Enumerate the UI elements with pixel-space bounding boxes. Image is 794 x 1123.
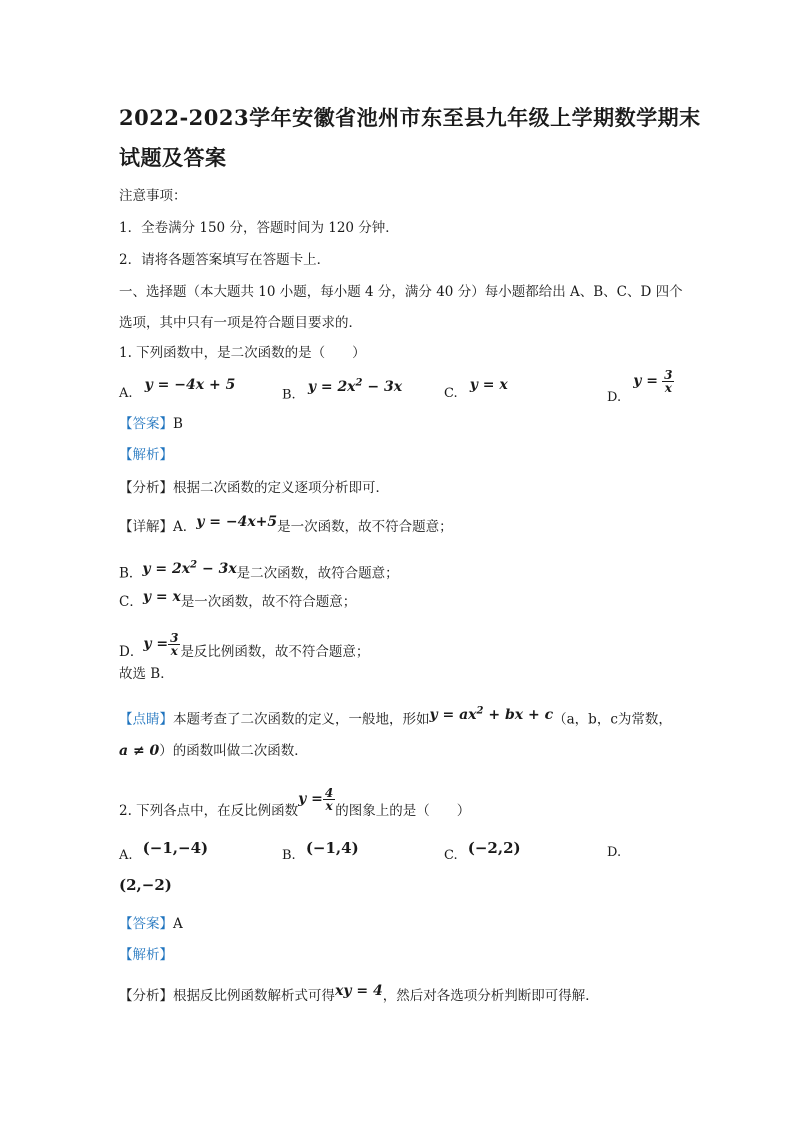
q2-option-a: A. (−1,−4) (119, 839, 209, 863)
q2-stem: 2. 下列各点中，在反比例函数y = $\frac{4}{x}$ 的图象上的是（ ） (119, 786, 471, 819)
q2-analysis: 【分析】根据反比例函数解析式可得xy = 4，然后对各选项分析判断即可得解． (119, 983, 599, 1004)
q2-option-d-expr: (2,−2) (119, 876, 172, 894)
q1-option-a-label: A. (119, 386, 133, 401)
q1-option-b (282, 377, 403, 403)
q2-option-d: D. (607, 845, 622, 860)
section-1-instructions-line-1: 一、选择题（本大题共 10 小题，每小题 4 分，满分 40 分）每小题都给出 A、B、C、D 四个 (119, 284, 683, 300)
q1-stem: 1. 下列函数中，是二次函数的是（ ） (119, 345, 366, 361)
q1-option-b-label: B. (282, 387, 296, 403)
q1-answer-tag: 【答案】 (119, 416, 173, 432)
notice-heading: 注意事项： (119, 188, 187, 204)
q2-jiexi-tag: 【解析】 (119, 947, 173, 963)
section-1-instructions-line-2: 选项，其中只有一项是符合题目要求的． (119, 315, 362, 331)
q1-option-c (444, 377, 508, 401)
q1-option-a-expr: y = −4x + 5 (144, 377, 236, 393)
q1-detail-b: B．$y = 2x^2 - 3x$是二次函数，故符合题意； (119, 559, 399, 582)
q1-option-d-label: D. (607, 390, 622, 405)
q1-option-c-expr: y = x (469, 377, 508, 393)
q2-option-c-expr: (−2,2) (467, 839, 521, 857)
q1-conclusion: 故选 B． (119, 666, 174, 682)
q1-comment-line-2: a ≠ 0）的函数叫做二次函数． (119, 743, 308, 759)
q1-comment-line-1: 【点睛】本题考查了二次函数的定义，一般地，形如$y = ax^2$ + bx + c（a，b，c为常数， (119, 705, 672, 728)
q1-option-b-expr: $y = 2x^2 - 3x$ (307, 377, 403, 395)
page-title-line-1: 2022-2023学年安徽省池州市东至县九年级上学期数学期末 (119, 105, 701, 130)
q1-answer-value: B (173, 416, 183, 432)
q1-detail-c: C．y = x是一次函数，故不符合题意； (119, 589, 357, 610)
q1-analysis: 【分析】根据二次函数的定义逐项分析即可． (119, 480, 389, 496)
page-title-line-2: 试题及答案 (119, 145, 227, 170)
q2-option-a-expr: (−1,−4) (142, 839, 209, 857)
q1-option-a (119, 377, 236, 401)
notice-item-1: 1．全卷满分 150 分，答题时间为 120 分钟． (119, 220, 399, 236)
q1-option-c-label: C. (444, 386, 458, 401)
q1-jiexi-tag: 【解析】 (119, 447, 173, 463)
q2-option-b: B. (−1,4) (282, 839, 359, 863)
q1-detail-d: D．y = $\frac{3}{x}$ 是反比例函数，故不符合题意； (119, 631, 370, 660)
q2-option-b-expr: (−1,4) (305, 839, 359, 857)
notice-item-2: 2．请将各题答案填写在答题卡上． (119, 252, 331, 268)
q1-answer (119, 415, 183, 433)
q1-option-d-expr: y = $\frac{3}{x}$ (633, 368, 673, 395)
q1-option-d (607, 368, 673, 410)
q2-answer: 【答案】A (119, 916, 183, 932)
q1-detail-a: 【详解】A．y = −4x+5是一次函数，故不符合题意； (119, 514, 453, 535)
q2-option-c: C. (−2,2) (444, 839, 521, 863)
